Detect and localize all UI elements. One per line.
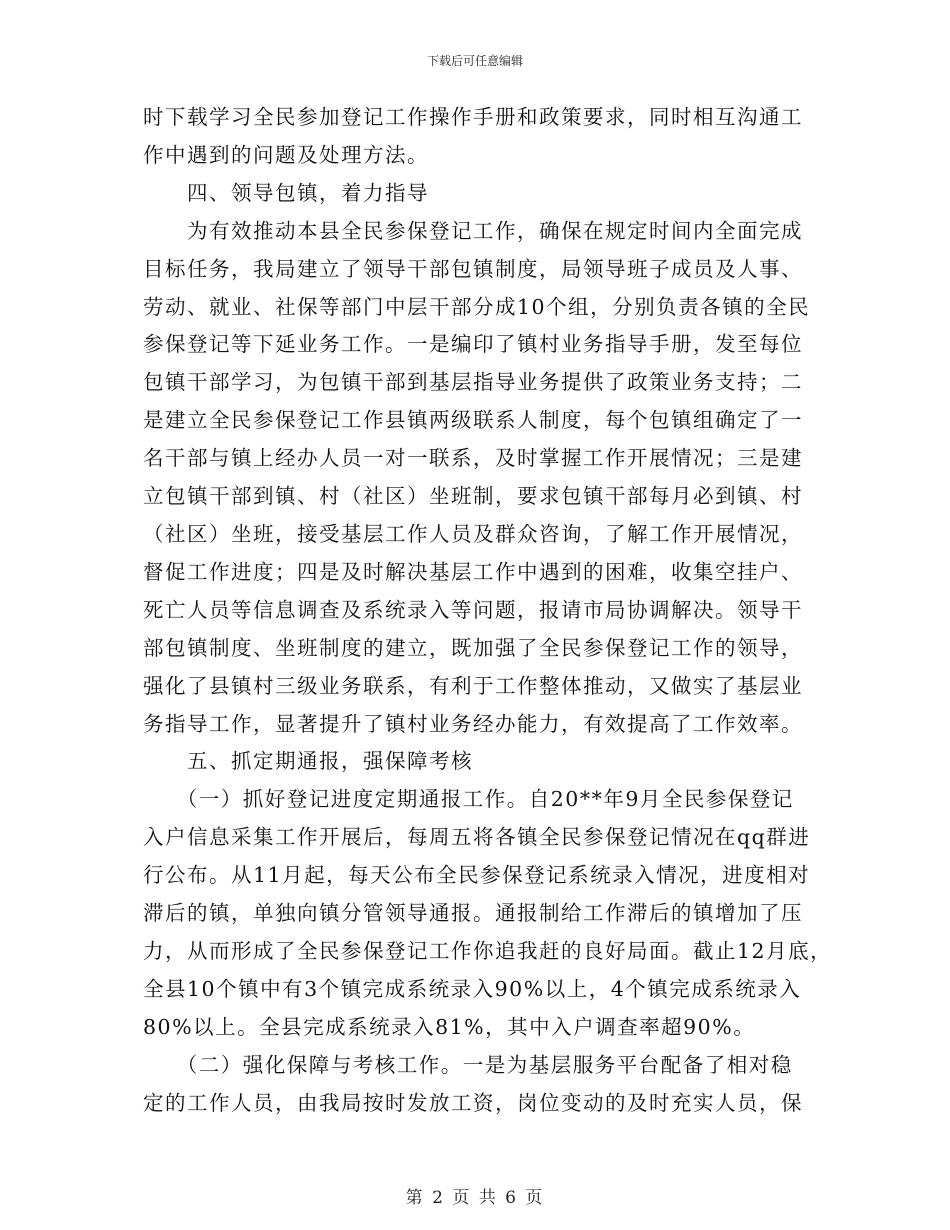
- text-line: 目标任务，我局建立了领导干部包镇制度，局领导班子成员及人事、: [143, 256, 803, 281]
- text-line: 督促工作进度；四是及时解决基层工作中遇到的困难，收集空挂户、: [143, 559, 803, 584]
- text-line: 部包镇制度、坐班制度的建立，既加强了全民参保登记工作的领导，: [143, 635, 803, 660]
- text-line: 名干部与镇上经办人员一对一联系，及时掌握工作开展情况；三是建: [143, 446, 803, 471]
- text-line: （一）抓好登记进度定期通报工作。自20**年9月全民参保登记: [143, 787, 794, 812]
- text-line: 定的工作人员，由我局按时发放工资，岗位变动的及时充实人员，保: [143, 1090, 803, 1115]
- text-line: 参保登记等下延业务工作。一是编印了镇村业务指导手册，发至每位: [143, 332, 803, 357]
- page-header: 下载后可任意编辑: [426, 54, 523, 68]
- text-line: 强化了县镇村三级业务联系，有利于工作整体推动，又做实了基层业: [143, 673, 803, 698]
- document-body: [143, 99, 833, 1122]
- text-line: 时下载学习全民参加登记工作操作手册和政策要求，同时相互沟通工: [143, 105, 803, 129]
- section-heading: 五、抓定期通报，强保障考核: [143, 749, 473, 774]
- text-line: 包镇干部学习，为包镇干部到基层指导业务提供了政策业务支持；二: [143, 370, 803, 395]
- text-line: 行公布。从11月起，每天公布全民参保登记系统录入情况，进度相对: [143, 863, 811, 888]
- text-line: 80%以上。全县完成系统录入81%，其中入户调查率超90%。: [143, 1014, 756, 1039]
- text-line: 为有效推动本县全民参保登记工作，确保在规定时间内全面完成: [143, 218, 803, 243]
- text-line: 全县10个镇中有3个镇完成系统录入90%以上，4个镇完成系统录入: [143, 976, 802, 1001]
- text-line: 劳动、就业、社保等部门中层干部分成10个组，分别负责各镇的全民: [143, 294, 811, 319]
- text-line: 滞后的镇，单独向镇分管领导通报。通报制给工作滞后的镇增加了压: [143, 901, 803, 926]
- page-number-footer: 第 2 页 共 6 页: [405, 1188, 545, 1208]
- text-line: 是建立全民参保登记工作县镇两级联系人制度，每个包镇组确定了一: [143, 408, 803, 433]
- text-line: （二）强化保障与考核工作。一是为基层服务平台配备了相对稳: [143, 1052, 793, 1077]
- text-line: 死亡人员等信息调查及系统录入等问题，报请市局协调解决。领导干: [143, 597, 803, 622]
- text-line: 入户信息采集工作开展后，每周五将各镇全民参保登记情况在qq群进: [143, 825, 811, 850]
- section-heading: 四、领导包镇，着力指导: [143, 180, 429, 205]
- text-line: 立包镇干部到镇、村（社区）坐班制，要求包镇干部每月必到镇、村: [143, 484, 803, 509]
- text-line: 作中遇到的问题及处理方法。: [143, 142, 429, 167]
- text-line: （社区）坐班，接受基层工作人员及群众咨询，了解工作开展情况，: [143, 521, 803, 546]
- text-line: 力，从而形成了全民参保登记工作你追我赶的良好局面。截止12月底，: [143, 938, 833, 963]
- text-line: 务指导工作，显著提升了镇村业务经办能力，有效提高了工作效率。: [143, 711, 803, 736]
